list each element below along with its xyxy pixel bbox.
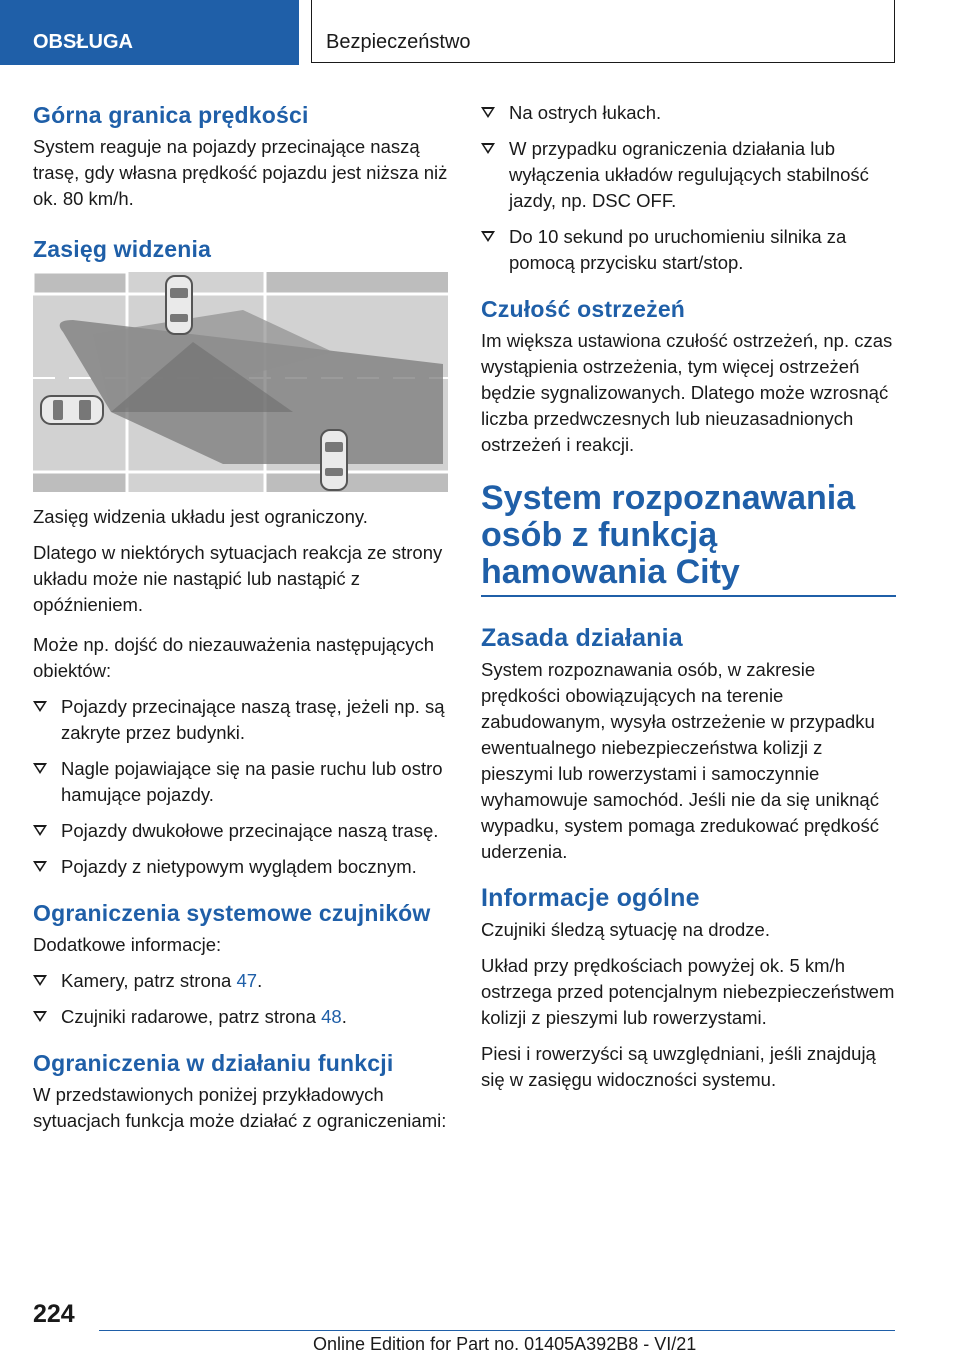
heading-function-limits: Ograniczenia w działaniu funkcji (33, 1050, 394, 1076)
list-item: Nagle pojawiające się na pasie ruchu lub ostro hamujące pojazdy. (33, 756, 448, 808)
paragraph-sensors: Dodatkowe informacje: (33, 934, 222, 955)
list-item: Pojazdy dwukołowe przecinające naszą trasę. (33, 818, 448, 844)
list-item: Pojazdy z nietypowym wyglądem bocznym. (33, 854, 448, 880)
paragraph-range-2: Dlatego w niektórych sytuacjach reakcja ze strony układu może nie nastąpić lub nastąpić z opóźnieniem. (33, 542, 443, 615)
heading-visual-range: Zasięg widzenia (33, 236, 212, 262)
triangle-bullet-icon (33, 763, 47, 774)
heading-person-recognition: System rozpoznawania osób z funkcją hamowania City (481, 480, 896, 597)
heading-sensor-limits: Ograniczenia systemowe czujników (33, 900, 431, 926)
paragraph-sensitivity: Im większa ustawiona czułość ostrzeżeń, np. czas wystąpienia ostrzeżenia, tym więcej ostrzeżeń będzie sygnalizowanych. Dlatego może wzrosnąć liczba przedwczesnych lub nieuzasadnionych ostrzeżeń i reakcji. (481, 330, 893, 455)
heading-warning-sensitivity: Czułość ostrzeżeń (481, 296, 686, 322)
limits-list (481, 100, 896, 276)
list-item: W przypadku ograniczenia działania lub wyłączenia układów regulujących stabilność jazdy, np. DSC OFF. (481, 136, 896, 214)
list-item: Na ostrych łukach. (481, 100, 896, 126)
heading-general-info: Informacje ogólne (481, 884, 700, 912)
triangle-bullet-icon (33, 861, 47, 872)
edition-footer: Online Edition for Part no. 01405A392B8 - VI/21 (313, 1334, 697, 1354)
page-link-48[interactable]: 48 (321, 1006, 342, 1027)
paragraph-range-3: Może np. dojść do niezauważenia następujących obiektów: (33, 634, 435, 681)
paragraph-limits: W przedstawionych poniżej przykładowych sytuacjach funkcja może działać z ograniczeniami: (33, 1084, 447, 1131)
list-item: Pojazdy przecinające naszą trasę, jeżeli np. są zakryte przez budynki. (33, 694, 448, 746)
right-column (481, 100, 896, 1103)
chapter-title: Bezpieczeństwo (311, 0, 895, 63)
left-column (33, 100, 448, 1144)
sensor-list (33, 968, 448, 1030)
triangle-bullet-icon (481, 107, 495, 118)
heading-principle: Zasada działania (481, 624, 683, 652)
chapter-heading-block (481, 480, 896, 597)
triangle-bullet-icon (33, 1011, 47, 1022)
range-list (33, 694, 448, 880)
paragraph-principle: System rozpoznawania osób, w zakresie prędkości obowiązujących na terenie zabudowanym, wysyła ostrzeżenie w przypadku ewentualnego niebezpieczeństwa kolizji z pieszymi lub rowerzystami i samoczynnie wyhamowuje samochód. Jeśli nie da się uniknąć wypadku, system pomaga zredukować prędkość uderzenia. (481, 659, 879, 862)
page-link-47[interactable]: 47 (236, 970, 258, 991)
visual-range-illustration (33, 272, 448, 492)
triangle-bullet-icon (33, 975, 47, 986)
paragraph-range-1: Zasięg widzenia układu jest ograniczony. (33, 506, 368, 527)
paragraph-general-2: Układ przy prędkościach powyżej ok. 5 km/h ostrzega przed potencjalnym niebezpieczeństwem kolizji z pieszymi lub rowerzystami. (481, 955, 895, 1028)
paragraph-general-1: Czujniki śledzą sytuację na drodze. (481, 919, 770, 940)
page-number: 224 (33, 1300, 75, 1328)
paragraph-speed-limit: System reaguje na pojazdy przecinające naszą trasę, gdy własna prędkość pojazdu jest niższa niż ok. 80 km/h. (33, 136, 448, 209)
triangle-bullet-icon (33, 701, 47, 712)
triangle-bullet-icon (481, 143, 495, 154)
heading-speed-limit: Górna granica prędkości (33, 102, 309, 128)
list-item: Kamery, patrz strona 47. (33, 968, 448, 994)
list-item: Do 10 sekund po uruchomieniu silnika za pomocą przycisku start/stop. (481, 224, 896, 276)
paragraph-general-3: Piesi i rowerzyści są uwzględniani, jeśli znajdują się w zasięgu widoczności systemu. (481, 1043, 876, 1090)
section-tab: OBSŁUGA (0, 0, 299, 65)
triangle-bullet-icon (481, 231, 495, 242)
list-item: Czujniki radarowe, patrz strona 48. (33, 1004, 448, 1030)
triangle-bullet-icon (33, 825, 47, 836)
footer-divider (99, 1330, 895, 1331)
